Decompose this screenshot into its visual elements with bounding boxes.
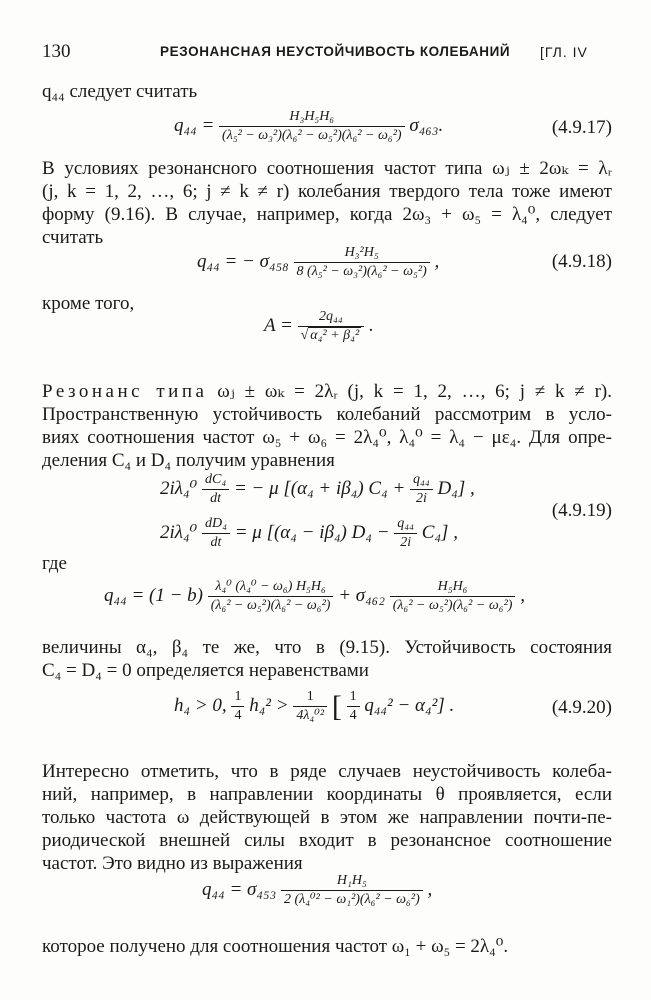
- eq-mid: + σ₄₆₂: [338, 585, 385, 607]
- paragraph-line: Пространственную устойчивость колебаний рассмотрим в усло-: [42, 404, 612, 425]
- eq-numerator: q₄₄: [410, 471, 433, 490]
- eq-numerator: λ₄⁰ (λ₄⁰ − ω₆) H₅H₆: [208, 578, 334, 597]
- eq-denominator: dt: [210, 491, 222, 507]
- left-bracket: [: [331, 690, 342, 723]
- eq-denominator: 4: [349, 708, 357, 724]
- eq-fraction: [231, 688, 244, 725]
- eq-lhs: 2iλ₄⁰: [160, 478, 198, 500]
- eq-fraction: [298, 308, 365, 345]
- eq-mid: h₄² >: [249, 695, 289, 717]
- eq-numerator: H₃²H₅: [294, 244, 430, 263]
- eq-fraction: [410, 471, 433, 508]
- paragraph-line: виях соотношения частот ω₅ + ω₆ = 2λ₄⁰, λ₄⁰ = λ₄ − με₄. Для опре-: [42, 427, 612, 448]
- paragraph-line: частот. Это видно из выражения: [42, 853, 303, 874]
- eq-denominator: dt: [210, 535, 222, 551]
- paragraph-line: только частота ω действующей в этом же направлении почти-пе-: [42, 807, 612, 828]
- eq-fraction: [394, 515, 417, 552]
- eq-denominator: (λ₆² − ω₅²)(λ₆² − ω₆²): [210, 598, 331, 614]
- section-lead: Резонанс типа: [42, 381, 208, 402]
- equation-number: (4.9.18): [551, 251, 612, 272]
- paragraph-line: В условиях резонансного соотношения частот типа ωⱼ ± 2ωₖ = λᵣ: [42, 158, 612, 179]
- section-lead-rest: ωⱼ ± ωₖ = 2λᵣ (j, k = 1, 2, …, 6; j ≠ k ≠ r).: [217, 381, 612, 402]
- eq-tail: .: [368, 315, 374, 337]
- eq-denominator: 4: [234, 708, 242, 724]
- eq-tail: D₄] ,: [437, 478, 475, 500]
- eq-fraction: [281, 872, 423, 909]
- paragraph-line: считать: [42, 227, 104, 248]
- eq-denominator: 2i: [415, 491, 427, 507]
- paragraph-line: (j, k = 1, 2, …, 6; j ≠ k ≠ r) колебания твердого тела тоже имеют: [42, 181, 612, 202]
- eq-rhs: = μ [(α₄ − iβ₄) D₄ −: [234, 522, 390, 544]
- eq-denominator: √ α₄² + β₄²: [300, 328, 360, 344]
- paragraph-line: C₄ = D₄ = 0 определяется неравенствами: [42, 660, 369, 681]
- paragraph-line: кроме того,: [42, 293, 135, 314]
- eq-numerator: q₄₄: [394, 515, 417, 534]
- equation-4-9-19-b: [42, 500, 612, 555]
- equation-4-9-18: [42, 244, 612, 284]
- eq-fraction: [208, 578, 334, 615]
- paragraph-line: которое получено для соотношения частот ω₁ + ω₅ = 2λ₄⁰.: [42, 936, 509, 957]
- eq-fraction: [202, 471, 229, 508]
- eq-radicand: α₄² + β₄²: [310, 328, 360, 344]
- eq-denominator: 2i: [400, 535, 412, 551]
- eq-fraction: [219, 108, 405, 145]
- eq-fraction: [390, 578, 516, 615]
- eq-numerator: dC₄: [202, 471, 229, 490]
- paragraph-intro: q₄₄ следует считать: [42, 81, 198, 102]
- paragraph-line: [42, 380, 612, 404]
- eq-denominator: (λ₅² − ω₃²)(λ₆² − ω₅²)(λ₆² − ω₆²): [222, 128, 402, 144]
- eq-numerator: H₃H₅H₆: [219, 108, 405, 127]
- equation-q44-long: [42, 578, 612, 618]
- paragraph-line: риодической внешней силы входит в резонансное соотношение: [42, 830, 612, 851]
- eq-numerator: 1: [293, 688, 327, 707]
- running-title: РЕЗОНАНСНАЯ НЕУСТОЙЧИВОСТЬ КОЛЕБАНИЙ: [160, 44, 511, 59]
- eq-denominator: 2 (λ₄⁰² − ω₁²)(λ₆² − ω₆²): [283, 892, 420, 908]
- equation-4-9-19-a: [42, 471, 612, 511]
- page-number: 130: [42, 41, 71, 62]
- chapter-label: [ГЛ. IV: [540, 44, 588, 60]
- eq-denominator: (λ₆² − ω₅²)(λ₆² − ω₆²): [392, 598, 513, 614]
- eq-numerator: 2q₄₄: [298, 308, 365, 327]
- paragraph-line: ний, например, в направлении координаты θ проявляется, если: [42, 784, 612, 805]
- equation-number: (4.9.19): [551, 500, 612, 521]
- eq-tail: ,: [520, 585, 525, 607]
- eq-lhs: q₄₄ =: [174, 115, 215, 137]
- eq-tail: C₄] ,: [421, 522, 458, 544]
- eq-lhs: q₄₄ = σ₄₅₃: [202, 879, 277, 901]
- equation-number: (4.9.20): [551, 697, 612, 718]
- eq-tail: ,: [434, 251, 440, 273]
- paragraph-line: где: [42, 553, 67, 574]
- eq-denominator: 8 (λ₅² − ω₃²)(λ₆² − ω₅²): [296, 264, 427, 280]
- eq-tail: q₄₄² − α₄²] .: [364, 695, 455, 717]
- paragraph-line: Интересно отметить, что в ряде случаев неустойчивость колеба-: [42, 761, 612, 782]
- eq-numerator: H₁H₅: [281, 872, 423, 891]
- eq-numerator: H₅H₆: [390, 578, 516, 597]
- eq-tail: ,: [427, 879, 433, 901]
- paragraph-line: величины α₄, β₄ те же, что в (9.15). Устойчивость состояния: [42, 637, 612, 658]
- equation-q44-sigma453: [42, 872, 612, 912]
- eq-fraction: [347, 688, 360, 725]
- paragraph-line: деления C₄ и D₄ получим уравнения: [42, 450, 335, 471]
- eq-tail: σ₄₆₃.: [409, 115, 444, 137]
- equation-number: (4.9.17): [551, 117, 612, 138]
- eq-numerator: 1: [231, 688, 244, 707]
- eq-fraction: [294, 244, 430, 281]
- eq-rhs: = − μ [(α₄ + iβ₄) C₄ +: [233, 478, 406, 500]
- equation-4-9-20: [42, 688, 612, 728]
- paragraph-line: форму (9.16). В случае, например, когда 2ω₃ + ω₅ = λ₄⁰, следует: [42, 204, 612, 225]
- equation-amplitude: [42, 308, 612, 348]
- eq-lhs: q₄₄ = − σ₄₅₈: [197, 251, 289, 273]
- eq-fraction: [293, 688, 327, 725]
- eq-numerator: 1: [347, 688, 360, 707]
- eq-denominator: 4λ₄⁰²: [296, 708, 325, 724]
- eq-lhs: 2iλ₄⁰: [160, 522, 198, 544]
- eq-fraction: [202, 515, 230, 552]
- eq-lhs: q₄₄ = (1 − b): [104, 585, 204, 607]
- equation-4-9-17: [42, 108, 612, 148]
- eq-lhs: h₄ > 0,: [174, 695, 227, 717]
- eq-lhs: A =: [264, 315, 293, 337]
- eq-numerator: dD₄: [202, 515, 230, 534]
